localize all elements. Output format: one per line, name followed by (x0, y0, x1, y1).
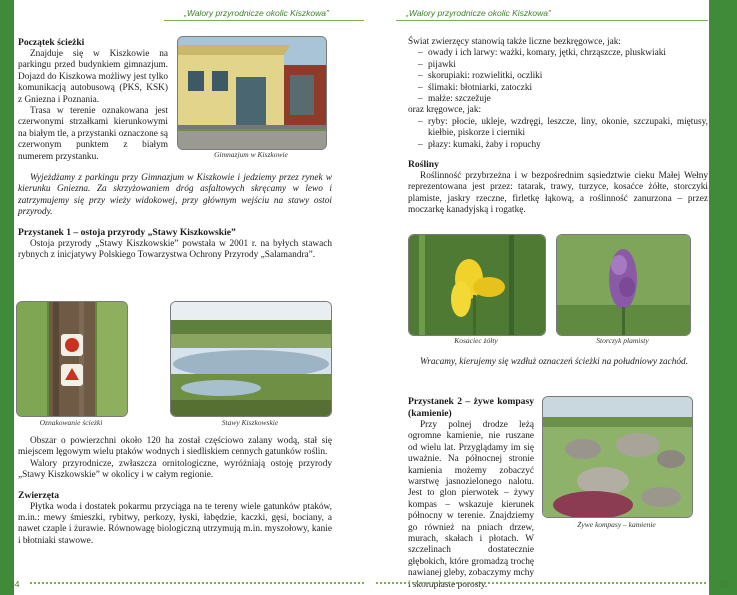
para-stones: Przy polnej drodze leżą ogromne kamienie, nie ruszane od wielu lat. Przyglądamy im się uważnie. Na północnej stronie kamienia możemy zobaczyć warstwę jasnozielonego nalotu. Jest to glon pierwotek – żywy kompas – wskazuje kierunek północny w terenie. Znajdziemy go również na pniach drzew, murach, skałach i płotach. W szczelinach dostatecznie głębokich, które gromadzą trochę nawianej gleby, zobaczymy mchy i skorupiaste porosty. (408, 420, 534, 590)
intro-text-block (18, 37, 168, 163)
page-number-right: 35 (719, 579, 729, 589)
para-return: Wracamy, kierujemy się wzdłuż oznaczeń ścieżki na południowy zachód. (420, 357, 689, 367)
para-marking: Trasa w terenie oznakowana jest czerwonymi strzałkami kierunkowymi na białym tle, a przystanki oznaczone są czerwonym punktem z białym numerem przystanku. (18, 106, 168, 162)
heading-plants: Rośliny (408, 159, 439, 171)
para-values: Walory przyrodnicze, zwłaszcza ornitologiczne, wyróżniają ostoję przyrody „Stawy Kiszkowskie” w okolicy i w całym regionie. (18, 458, 332, 481)
para-invertebrates-intro: Świat zwierzęcy stanowią także liczne bezkręgowce, jak: (408, 37, 621, 47)
page-number-left: 34 (10, 579, 20, 589)
page-34 (10, 0, 364, 595)
list-item: – ryby: płocie, ukleje, wzdręgi, leszcze, liny, okonie, szczupaki, miętusy, kiełbie, piskorze i cierniki (418, 117, 708, 140)
caption-school: Gimnazjum w Kiszkowie (214, 150, 288, 159)
footer-dots-left (30, 582, 364, 584)
wide-text-block (18, 173, 332, 261)
caption-stones: Żywe kompasy – kamienie (577, 520, 656, 529)
para-vertebrates-intro: oraz kręgowce, jak: (408, 105, 482, 116)
caption-trail-marking: Oznakowanie ścieżki (39, 418, 103, 427)
photo-ponds (170, 301, 332, 417)
heading-stop-2: Przystanek 2 – żywe kompasy (kamienie) (408, 396, 534, 419)
list-item: – skorupiaki: rozwielitki, oczliki (418, 71, 708, 82)
para-plants: Roślinność przybrzeżna i w bezpośrednim sąsiedztwie cieku Małej Wełny reprezentowana jest przez: tatarak, trawy, turzyce, kosaćce żółte, storczyki plamiste, jaskry rzeczne, firletkę łąkową, a roślinność zanurzona – przez moczarkę kanadyjską i rogatkę. (408, 171, 708, 216)
ponds-illustration (171, 302, 331, 416)
left-green-edge (0, 0, 14, 595)
trail-marking-illustration (17, 302, 127, 416)
heading-animals: Zwierzęta (18, 489, 60, 501)
para-area: Obszar o powierzchni około 120 ha został częściowo zalany wodą, stał się miejscem lęgowym wielu ptaków wodnych i siedliskiem cennych gatunków roślin. (18, 436, 332, 458)
running-header-left: „Walory przyrodnicze okolic Kiszkowa” (184, 8, 329, 18)
caption-ponds: Stawy Kiszkowskie (221, 418, 279, 427)
para-directions: Wyjeżdżamy z parkingu przy Gimnazjum w Kiszkowie i jedziemy przez rynek w kierunku Gniezna. Za skrzyżowaniem dróg asfaltowych skręcamy w lewo i zatrzymujemy się przy wieży widokowej, przy głównym wejściu na stawy ostoi przyrody. (18, 173, 332, 218)
school-illustration (178, 37, 326, 149)
caption-orchid: Storczyk plamisty (596, 336, 649, 345)
photo-school (177, 36, 327, 150)
list-item: – małże: szczežuje (418, 94, 708, 105)
orchid-illustration (557, 235, 690, 335)
fauna-text-block (408, 37, 708, 217)
list-item: – pijawki (418, 60, 708, 71)
heading-start: Początek ścieżki (18, 37, 85, 48)
header-rule-right (396, 20, 708, 21)
list-item: – owady i ich larwy: ważki, komary, jętki, chrząszcze, pluskwiaki (418, 48, 708, 59)
photo-stones (542, 396, 693, 518)
stop2-text-block (408, 396, 534, 591)
list-item: – płazy: kumaki, żaby i ropuchy (418, 140, 708, 151)
stones-illustration (543, 397, 692, 517)
para-location: Znajduje się w Kiszkowie na parkingu przed budynkiem gimnazjum. Dojazd do Kiszkowa możliwy jest tylko komunikacją autobusową (PKS, KSK) z Gniezna i Poznania. (18, 49, 168, 105)
para-birds: Płytka woda i dostatek pokarmu przyciąga na te tereny wiele gatunków ptaków, m.in.: mewy śmieszki, rybitwy, perkozy, łyski, łabędzie, kaczki, gęsi, bociany, a nawet czaple i żurawie. Równowagę biologiczną utrzymują m.in. myszołowy, kanie i błotniaki stawowe. (18, 501, 332, 546)
photo-orchid (556, 234, 691, 336)
list-item: – ślimaki: błotniarki, zatoczki (418, 83, 708, 94)
return-text-block (408, 357, 708, 368)
lower-text-block (18, 436, 332, 547)
vertebrate-list (408, 117, 708, 151)
heading-stop-1: Przystanek 1 – ostoja przyrody „Stawy Kiszkowskie” (18, 226, 236, 238)
iris-illustration (409, 235, 545, 335)
photo-trail-marking (16, 301, 128, 417)
right-green-edge (709, 0, 737, 595)
footer-dots-right (376, 582, 706, 584)
running-header-right: „Walory przyrodnicze okolic Kiszkowa” (406, 8, 551, 18)
photo-iris (408, 234, 546, 336)
page-35 (376, 0, 729, 595)
para-ponds-history: Ostoja przyrody „Stawy Kiszkowskie” powstała w 2001 r. na byłych stawach rybnych z inicjatywy Polskiego Towarzystwa Ochrony Przyrody „Salamandra”. (18, 238, 332, 261)
caption-iris: Kosaciec żółty (454, 336, 498, 345)
invertebrate-list (408, 48, 708, 105)
header-rule-left (164, 20, 364, 21)
